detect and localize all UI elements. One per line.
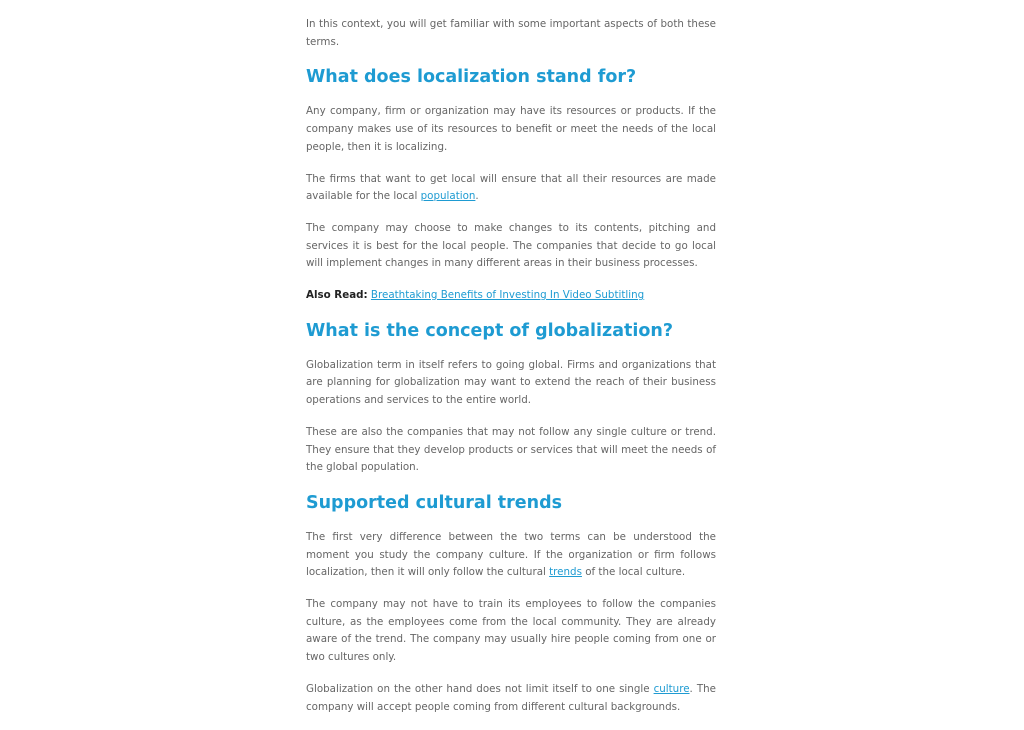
localization-paragraph-3: The company may choose to make changes to its contents, pitching and services it is best for the local people. The companies that decide to go local will implement changes in many different areas in their business processes. — [306, 221, 716, 270]
trends-paragraph-3 — [306, 681, 716, 716]
text-span: The first very difference between the two terms can be understood the moment you study the company culture. If the organization or firm follows localization, then it will only follow the cultural — [306, 530, 716, 579]
article-body — [306, 16, 716, 730]
globalization-paragraph-2: These are also the companies that may not follow any single culture or trend. They ensure that they develop products or services that will meet the needs of the global population. — [306, 425, 716, 474]
localization-paragraph-2 — [306, 171, 716, 206]
heading-globalization: What is the concept of globalization? — [306, 320, 674, 341]
also-read — [306, 287, 716, 305]
text-span: . — [475, 190, 479, 203]
globalization-paragraph-1: Globalization term in itself refers to going global. Firms and organizations that are planning for globalization may want to extend the reach of their business operations and services to the entire world. — [306, 358, 716, 407]
text-span: of the local culture. — [581, 566, 686, 579]
also-read-label: Also Read: — [306, 289, 368, 302]
heading-cultural-trends: Supported cultural trends — [306, 492, 563, 513]
intro-paragraph: In this context, you will get familiar with some important aspects of both these terms. — [306, 18, 716, 48]
population-link[interactable]: population — [420, 190, 476, 203]
heading-localization: What does localization stand for? — [306, 67, 637, 88]
also-read-link[interactable]: Breathtaking Benefits of Investing In Video Subtitling — [370, 289, 645, 302]
trends-paragraph-1 — [306, 529, 716, 582]
text-span: The firms that want to get local will ensure that all their resources are made available for the local — [306, 172, 716, 203]
trends-link[interactable]: trends — [549, 566, 582, 579]
text-span: Globalization on the other hand does not limit itself to one single — [306, 682, 654, 695]
culture-link[interactable]: culture — [653, 682, 690, 695]
localization-paragraph-1: Any company, firm or organization may have its resources or products. If the company makes use of its resources to benefit or meet the needs of the local people, then it is localizing. — [306, 105, 716, 153]
trends-paragraph-2: The company may not have to train its employees to follow the companies culture, as the employees come from the local community. They are already aware of the trend. The company may usually hire people coming from one or two cultures only. — [306, 598, 716, 664]
text-span: . The company will accept people coming from different cultural backgrounds. — [306, 682, 716, 713]
